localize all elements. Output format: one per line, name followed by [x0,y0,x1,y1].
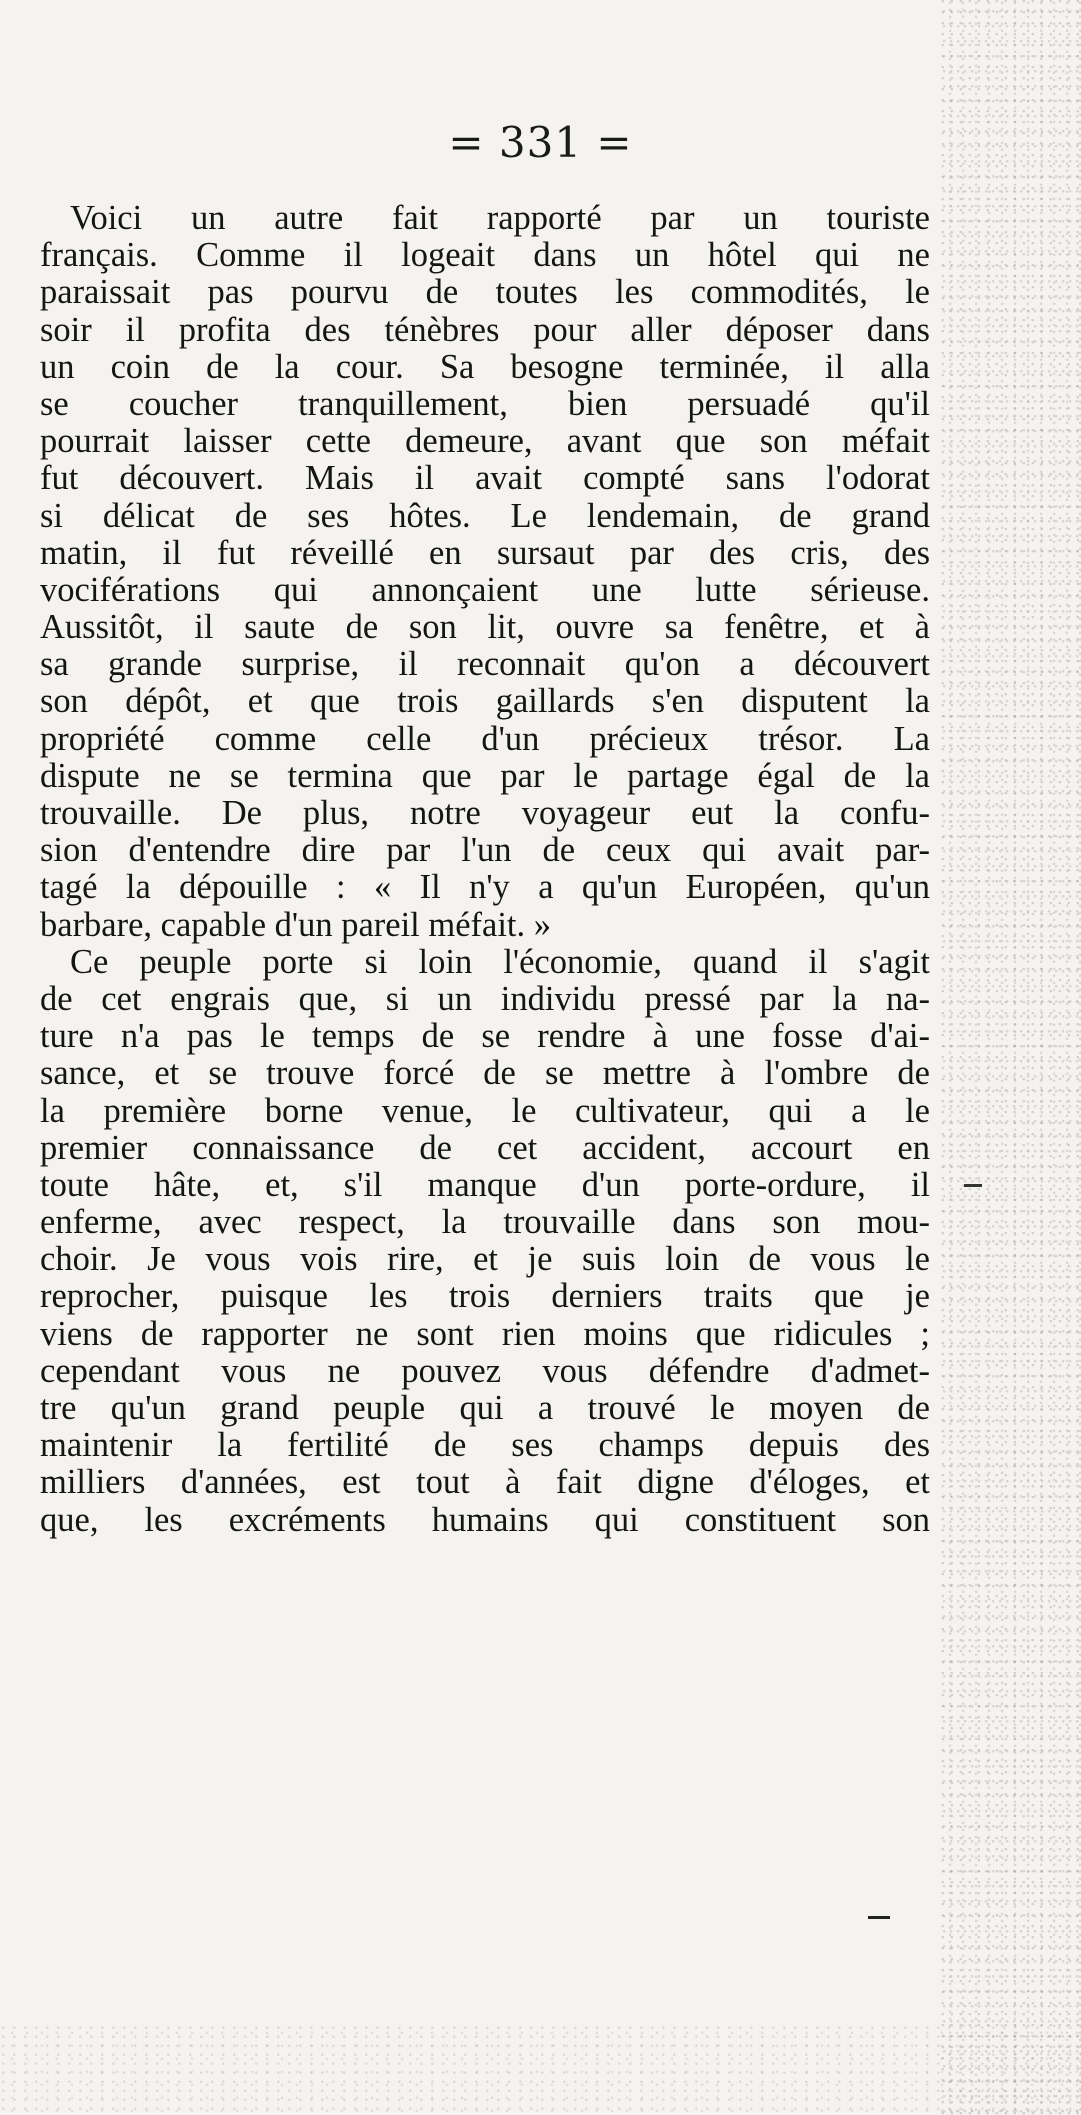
paragraph-2 [40,944,930,1539]
text-line: français. Comme il logeait dans un hôtel qui ne [40,236,930,275]
body-text [40,200,930,1539]
text-line: milliers d'années, est tout à fait digne d'éloges, et [40,1463,930,1502]
text-line: enferme, avec respect, la trouvaille dans son mou- [40,1203,930,1242]
text-line: sance, et se trouve forcé de se mettre à l'ombre de [40,1054,930,1093]
text-line: sion d'entendre dire par l'un de ceux qui avait par- [40,831,930,870]
text-line: fut découvert. Mais il avait compté sans l'odorat [40,459,930,498]
text-line: maintenir la fertilité de ses champs depuis des [40,1426,930,1465]
text-line: dispute ne se termina que par le partage égal de la [40,756,930,795]
stray-mark [964,1184,982,1187]
text-line: matin, il fut réveillé en sursaut par des cris, des [40,533,930,572]
scan-noise-right [941,0,1081,2115]
text-line: si délicat de ses hôtes. Le lendemain, de grand [40,496,930,535]
text-line: Aussitôt, il saute de son lit, ouvre sa fenêtre, et à [40,608,930,647]
text-line: son dépôt, et que trois gaillards s'en disputent la [40,682,930,721]
stray-mark [868,1916,890,1919]
text-line: cependant vous ne pouvez vous défendre d'admet- [40,1351,930,1390]
text-line: Voici un autre fait rapporté par un touriste [70,199,930,237]
text-line: que, les excréments humains qui constituent son [40,1500,930,1539]
text-line: reprocher, puisque les trois derniers traits que je [40,1277,930,1316]
text-line: ture n'a pas le temps de se rendre à une fosse d'ai- [40,1017,930,1056]
text-line: vociférations qui annonçaient une lutte sérieuse. [40,570,930,609]
text-line: Ce peuple porte si loin l'économie, quand il s'agit [70,942,930,981]
text-line: se coucher tranquillement, bien persuadé qu'il [40,384,930,423]
text-line: choir. Je vous vois rire, et je suis loin de vous le [40,1240,930,1279]
page-number: = 331 = [448,118,633,167]
text-line: sa grande surprise, il reconnait qu'on a découvert [40,645,930,684]
text-line: premier connaissance de cet accident, accourt en [40,1128,930,1167]
text-line: tre qu'un grand peuple qui a trouvé le moyen de [40,1389,930,1427]
text-line: toute hâte, et, s'il manque d'un porte-ordure, il [40,1165,930,1204]
paragraph-1 [40,200,930,944]
text-line: de cet engrais que, si un individu pressé par la na- [40,979,930,1018]
text-line: tagé la dépouille : « Il n'y a qu'un Européen, qu'un [40,868,930,907]
text-line: paraissait pas pourvu de toutes les commodités, le [40,273,930,312]
text-line: trouvaille. De plus, notre voyageur eut la confu- [40,794,930,832]
text-line: barbare, capable d'un pareil méfait. » [40,905,551,944]
text-line: pourrait laisser cette demeure, avant que son méfait [40,422,930,461]
scan-noise-bottom [0,2025,1081,2115]
text-line: soir il profita des ténèbres pour aller déposer dans [40,310,930,349]
text-line: viens de rapporter ne sont rien moins que ridicules ; [40,1314,930,1353]
text-line: propriété comme celle d'un précieux trésor. La [40,719,930,758]
text-line: un coin de la cour. Sa besogne terminée, il alla [40,347,930,386]
text-line: la première borne venue, le cultivateur, qui a le [40,1091,930,1130]
